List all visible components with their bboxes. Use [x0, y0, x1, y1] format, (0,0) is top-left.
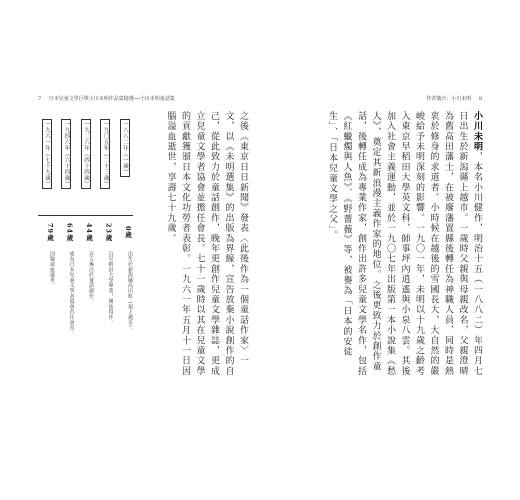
left-body-text [130, 111, 250, 379]
timeline-year-col [38, 119, 55, 219]
right-body-text [266, 111, 484, 379]
timeline-age: 79歲 [46, 223, 54, 242]
timeline-year: 一九四六年（六十四歲） [61, 119, 71, 189]
timeline-note: 宣言專注於童話創作。 [88, 251, 94, 304]
right-page [264, 95, 490, 395]
right-paragraph [325, 111, 485, 379]
timeline-note: 因腦溢血逝世。 [49, 251, 55, 289]
left-running-header [38, 95, 175, 102]
timeline-age: 0歲 [124, 225, 132, 239]
right-running-header [426, 95, 482, 102]
left-page-number: 7 [38, 96, 42, 102]
timeline-year-col [116, 119, 133, 219]
left-paragraph: 之後《東京日日新聞》發表〈此後作為一個童話作家〉一文，以《未明選集》的出版為界線，宣告放棄小說創作的自己，從此致力於童話創作，晚年更創作兒童文學雜誌，更成立兒童文學者協會並擔任會長。七十一歲時以其在兒童文學的貢獻獲頒日本文化功勞者表彰。一九六一年五月十一日因腦溢血逝世，享壽七十九歲。 [165, 111, 248, 377]
timeline-axis [38, 215, 133, 216]
timeline-note: 成為日本兒童文學者協會首任會長。 [68, 251, 75, 336]
timeline-year: 一九〇五年（二十三歲） [100, 119, 110, 189]
timeline-year-col [97, 119, 114, 219]
timeline-age: 23歲 [104, 223, 113, 242]
timeline-notes [38, 251, 133, 366]
timeline-years [38, 119, 133, 219]
timeline-year: 一九二六年（四十四歲） [81, 119, 91, 189]
timeline-age: 44歲 [85, 223, 93, 242]
author-timeline [38, 119, 133, 364]
timeline-year: 一九六一年（七十九歲） [42, 119, 52, 189]
timeline-year-col [77, 119, 94, 219]
left-page [30, 95, 256, 395]
timeline-note: 自早稻田大學畢業，開始寫作。 [107, 251, 114, 326]
right-page-number: 8 [478, 96, 482, 102]
timeline-age: 64歲 [65, 223, 74, 242]
author-name: 小川未明 [472, 111, 482, 152]
timeline-year-col [58, 119, 75, 219]
right-header-title: 作者簡介：小川未明 [426, 96, 472, 102]
timeline-note: 出生於新潟縣高田町（現上越市）。 [127, 251, 133, 334]
timeline-year: 一八八二年（一歲） [120, 119, 130, 177]
timeline-ages [38, 219, 133, 242]
left-header-title: 日本兒童文學巨擘小川未明作品集精選──小川未明童話集 [48, 96, 175, 102]
author-bio: ，本名小川健作，明治十五（一八八二）年四月七日出生於新潟縣上越市。一歲時父親與母親改名，父親澄晴為舊高田藩士，在被廢藩置縣後轉任為神職人員，同時是熱衷於修身的求道者。小時候在越後的雪國長大，大自然的嚴峻給予未明深刻的影響。一九〇一年，未明以十九歲之齡考入東京早稻田大學英文科，師事坪內逍遙與小泉八雲。其後加入社會主義運動，並於一九〇七年出版第一本小說集《愁人》，奠定其新浪漫主義作家的地位。之後更致力於創作童話，後轉任成為專業作家，創作出許多兒童文學名作，包括《紅蠟燭與人魚》、《野薔薇》等，被譽為「日本的安徒生」、「日本兒童文學之父」。 [327, 111, 482, 377]
